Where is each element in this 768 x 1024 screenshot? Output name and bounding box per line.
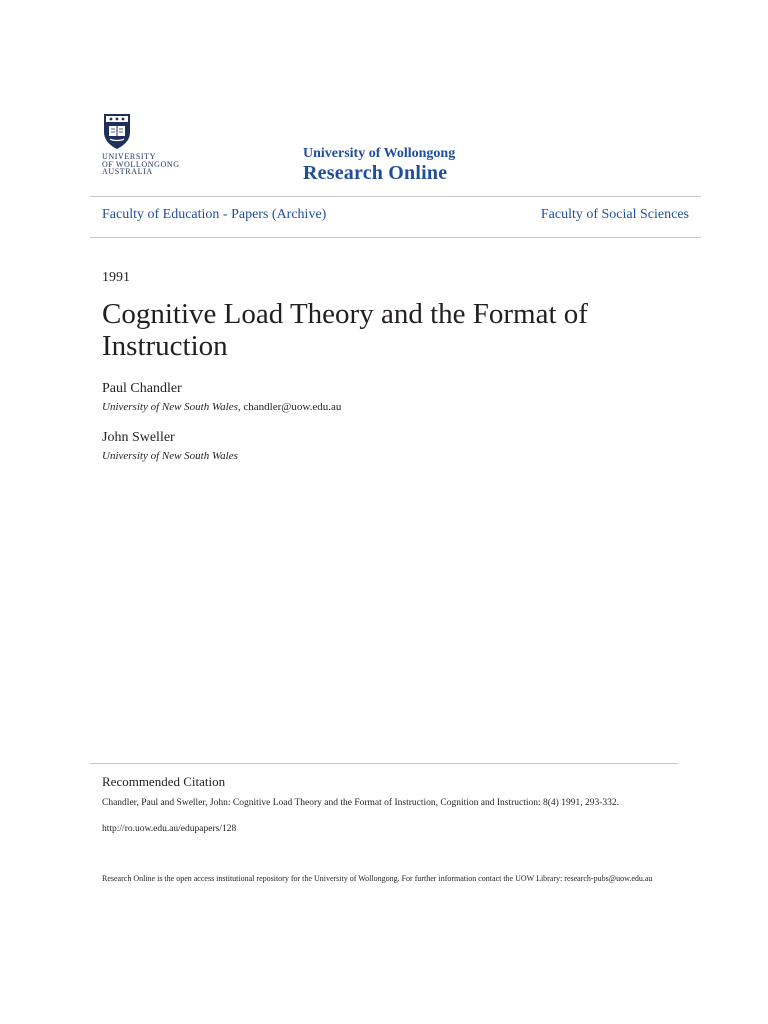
- author-email-1: , chandler@uow.edu.au: [237, 401, 342, 413]
- crest-icon: [102, 112, 132, 150]
- citation-text: Chandler, Paul and Sweller, John: Cognitive Load Theory and the Format of Instruction, Cognition and Instruction: 8(4) 1991, 293-332.: [102, 798, 619, 808]
- header-divider-top: [90, 196, 701, 197]
- wordmark-line-1: UNIVERSITY: [102, 152, 156, 161]
- citation-divider: [90, 763, 678, 764]
- repository-footer-note: Research Online is the open access institutional repository for the University of Wollongong. For further information contact the UOW Library: research-pubs@uow.edu.au: [102, 874, 653, 883]
- university-wordmark: [102, 153, 180, 176]
- paper-title: Cognitive Load Theory and the Format of Instruction: [102, 298, 588, 362]
- affiliation-text-2: University of New South Wales: [102, 450, 238, 462]
- wordmark-line-2: OF WOLLONGONG: [102, 159, 180, 169]
- repository-university[interactable]: University of Wollongong: [303, 146, 456, 161]
- author-affiliation-1: [102, 401, 341, 413]
- repository-name[interactable]: Research Online: [303, 162, 448, 184]
- author-name-2[interactable]: John Sweller: [102, 430, 175, 445]
- author-name-1[interactable]: Paul Chandler: [102, 381, 182, 396]
- affiliation-text-1: University of New South Wales: [102, 401, 238, 413]
- author-affiliation-2: [102, 450, 238, 462]
- publication-year: 1991: [102, 270, 130, 285]
- faculty-social-sciences-link[interactable]: Faculty of Social Sciences: [540, 207, 689, 222]
- faculty-education-link[interactable]: Faculty of Education - Papers (Archive): [102, 207, 327, 222]
- research-online-heading[interactable]: [303, 146, 455, 184]
- header-divider-bottom: [90, 237, 701, 238]
- citation-url-link[interactable]: http://ro.uow.edu.au/edupapers/128: [102, 824, 237, 834]
- recommended-citation-heading: Recommended Citation: [102, 774, 226, 789]
- wordmark-line-3: AUSTRALIA: [102, 167, 153, 176]
